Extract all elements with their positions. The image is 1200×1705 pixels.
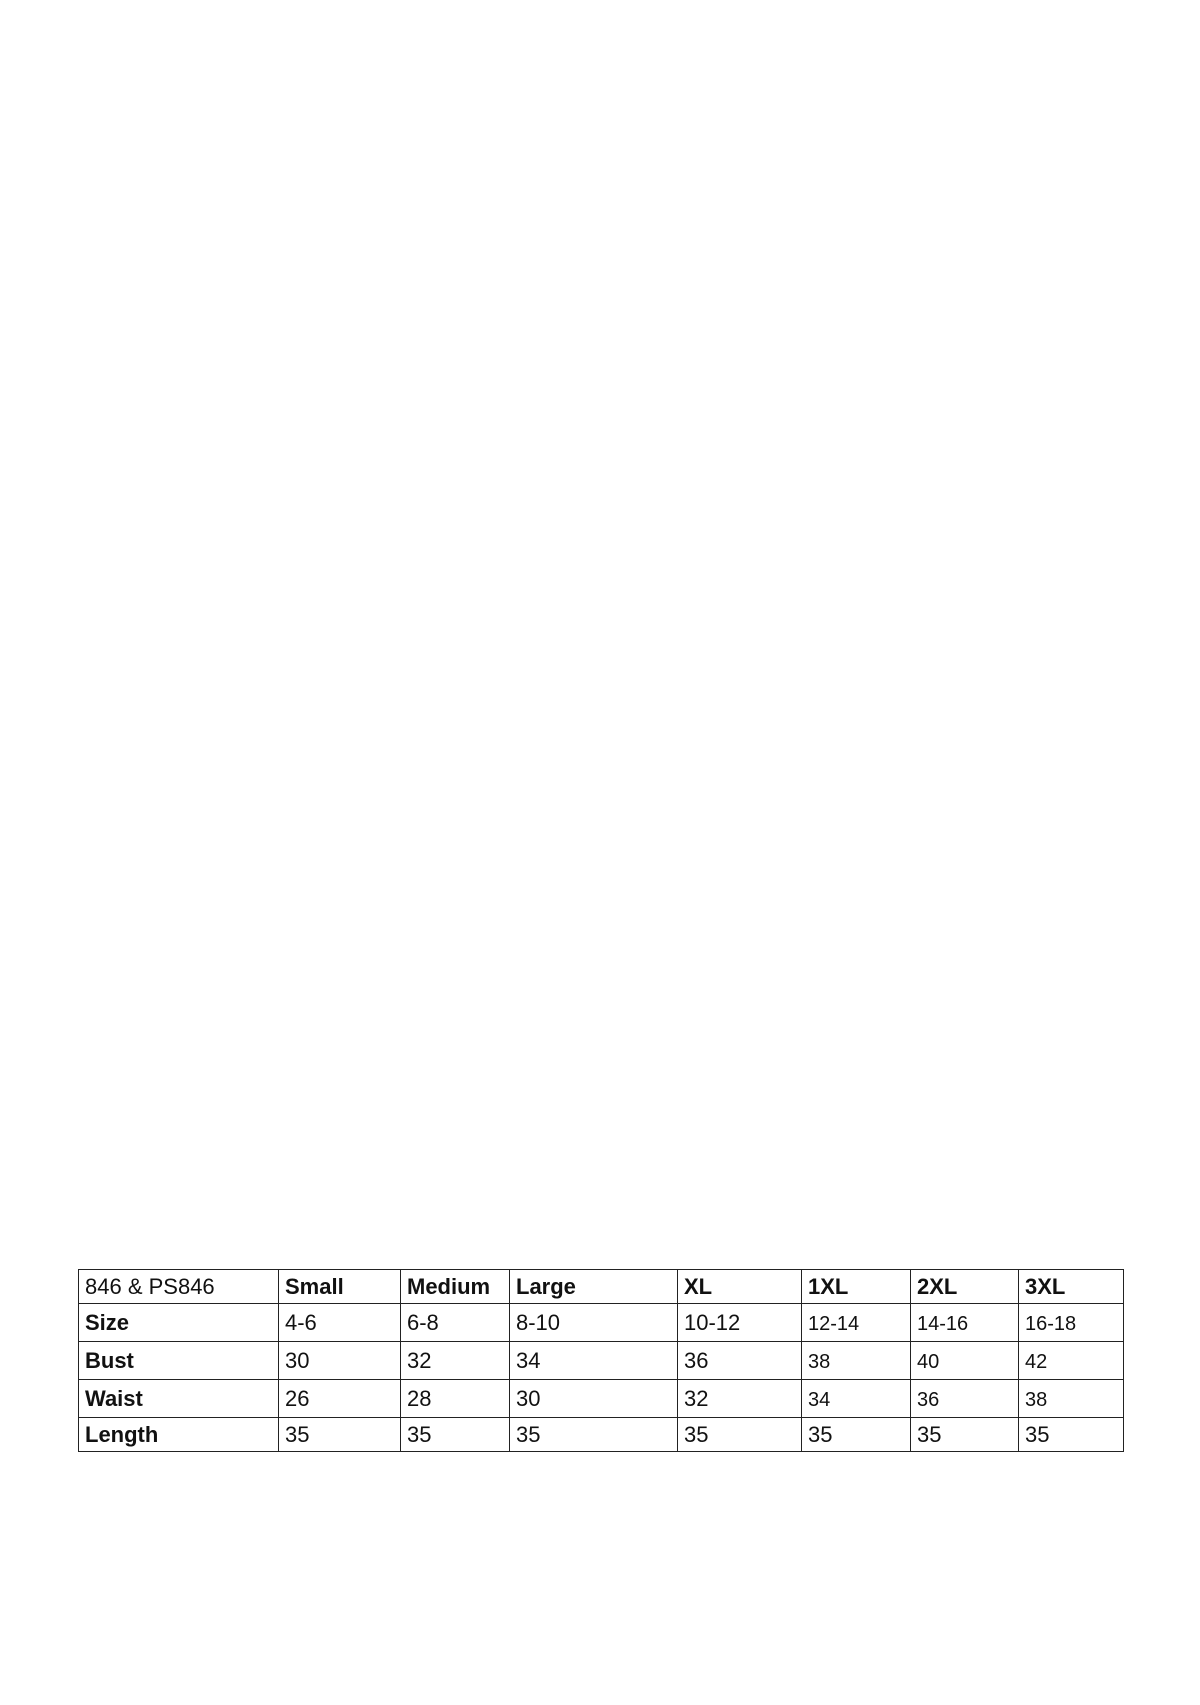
size-header-xl: XL	[678, 1270, 802, 1304]
table-row-length	[79, 1418, 1124, 1452]
table-cell: 28	[401, 1380, 510, 1418]
row-label-size: Size	[79, 1304, 279, 1342]
table-row-waist	[79, 1380, 1124, 1418]
table-row-size	[79, 1304, 1124, 1342]
table-cell: 10-12	[678, 1304, 802, 1342]
row-label-waist: Waist	[79, 1380, 279, 1418]
size-chart-table	[78, 1269, 1124, 1452]
model-label: 846 & PS846	[79, 1270, 279, 1304]
table-cell: 6-8	[401, 1304, 510, 1342]
table-cell: 30	[279, 1342, 401, 1380]
table-cell: 35	[510, 1418, 678, 1452]
table-cell: 26	[279, 1380, 401, 1418]
table-cell: 14-16	[911, 1304, 1019, 1342]
table-cell: 40	[911, 1342, 1019, 1380]
size-header-1xl: 1XL	[802, 1270, 911, 1304]
table-cell: 35	[678, 1418, 802, 1452]
table-cell: 4-6	[279, 1304, 401, 1342]
table-cell: 34	[802, 1380, 911, 1418]
table-cell: 36	[911, 1380, 1019, 1418]
size-header-2xl: 2XL	[911, 1270, 1019, 1304]
table-cell: 38	[1019, 1380, 1124, 1418]
table-cell: 35	[401, 1418, 510, 1452]
table-cell: 8-10	[510, 1304, 678, 1342]
table-cell: 36	[678, 1342, 802, 1380]
size-header-3xl: 3XL	[1019, 1270, 1124, 1304]
table-cell: 35	[1019, 1418, 1124, 1452]
row-label-length: Length	[79, 1418, 279, 1452]
size-header-medium: Medium	[401, 1270, 510, 1304]
table-cell: 30	[510, 1380, 678, 1418]
table-row-bust	[79, 1342, 1124, 1380]
size-header-small: Small	[279, 1270, 401, 1304]
table-cell: 38	[802, 1342, 911, 1380]
table-cell: 12-14	[802, 1304, 911, 1342]
table-cell: 32	[678, 1380, 802, 1418]
table-cell: 32	[401, 1342, 510, 1380]
table-cell: 35	[279, 1418, 401, 1452]
table-cell: 16-18	[1019, 1304, 1124, 1342]
size-header-large: Large	[510, 1270, 678, 1304]
table-cell: 35	[911, 1418, 1019, 1452]
table-cell: 35	[802, 1418, 911, 1452]
table-cell: 42	[1019, 1342, 1124, 1380]
table-cell: 34	[510, 1342, 678, 1380]
row-label-bust: Bust	[79, 1342, 279, 1380]
header-row	[79, 1270, 1124, 1304]
